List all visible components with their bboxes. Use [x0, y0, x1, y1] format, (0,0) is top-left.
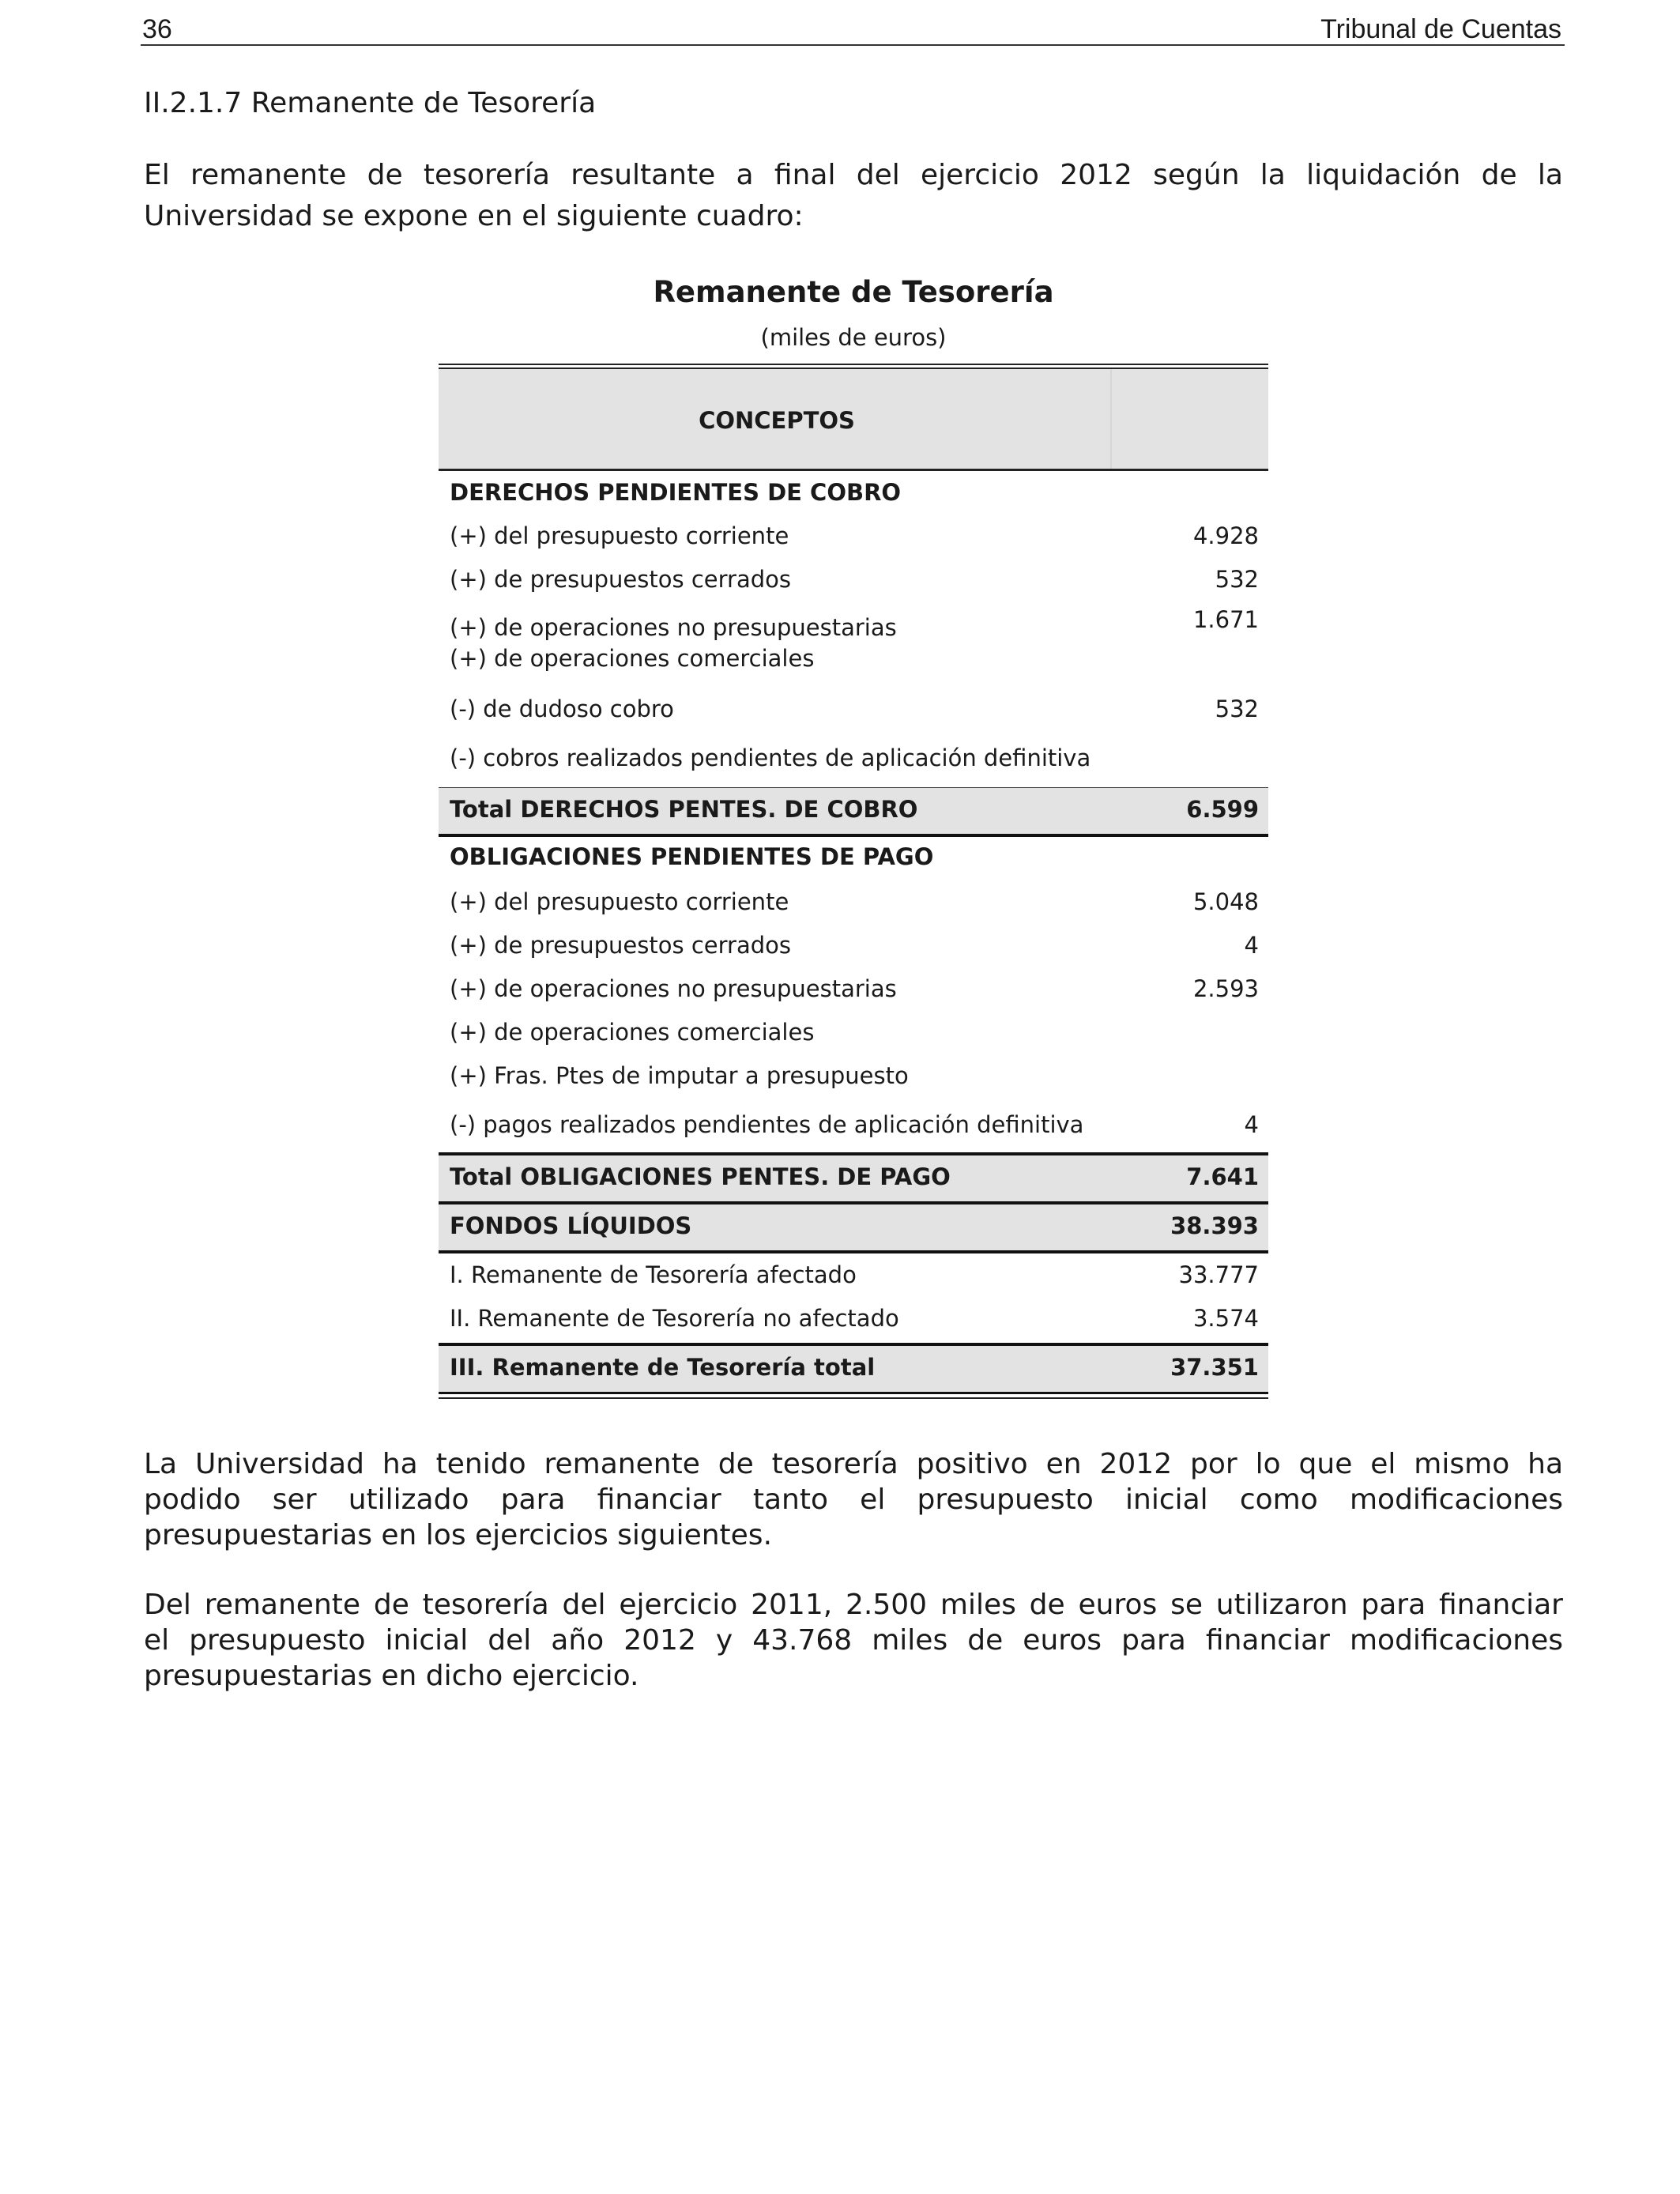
row-concept: (+) Fras. Ptes de imputar a presupuesto	[450, 1062, 909, 1089]
header-divider	[1110, 369, 1112, 469]
total-label: Total DERECHOS PENTES. DE COBRO	[450, 796, 918, 823]
row-value: 532	[1215, 696, 1259, 722]
table-title: Remanente de Tesorería	[653, 275, 1054, 309]
section-heading-row	[439, 471, 1268, 515]
fondos-label: FONDOS LÍQUIDOS	[450, 1212, 692, 1239]
paragraph-line: La Universidad ha tenido remanente de tesorería positivo en 2012 por lo que el mismo ha	[144, 1448, 1563, 1480]
table-bottom-rule	[439, 1397, 1268, 1399]
table-row	[439, 737, 1268, 787]
row-concept: (+) de operaciones no presupuestarias	[450, 975, 897, 1002]
column-header-conceptos: CONCEPTOS	[699, 407, 855, 434]
total-value: 6.599	[1186, 796, 1259, 823]
row-concept: (-) pagos realizados pendientes de aplicación definitiva	[450, 1111, 1084, 1138]
paragraph-line: presupuestarias en los ejercicios siguientes.	[144, 1519, 773, 1551]
table-header	[439, 369, 1268, 471]
row-value: 4.928	[1192, 522, 1259, 549]
table-row	[439, 880, 1268, 924]
page-number: 36	[142, 14, 172, 44]
total-row	[439, 1155, 1268, 1201]
row-concept: (-) cobros realizados pendientes de aplicación definitiva	[450, 745, 1091, 771]
paragraph-line: podido ser utilizado para financiar tanto el presupuesto inicial como modificaciones	[144, 1483, 1563, 1516]
table-row	[439, 1054, 1268, 1103]
table-bottom-rule	[439, 1392, 1268, 1394]
conclusion-paragraph-2	[144, 1587, 1563, 1694]
table-row	[439, 515, 1268, 558]
table-row	[439, 688, 1268, 737]
header-organization: Tribunal de Cuentas	[1320, 14, 1561, 44]
row-value: 532	[1215, 566, 1259, 593]
section-heading-row	[439, 837, 1268, 880]
total-value: 7.641	[1186, 1163, 1259, 1190]
row-value: 4	[1244, 932, 1259, 959]
paragraph-line: presupuestarias en dicho ejercicio.	[144, 1660, 639, 1692]
table-row	[439, 645, 1268, 688]
grand-total-label: III. Remanente de Tesorería total	[450, 1354, 876, 1381]
intro-paragraph	[144, 155, 1563, 237]
row-value: 33.777	[1178, 1261, 1259, 1288]
row-value: 1.671	[1192, 606, 1259, 633]
table-row	[439, 601, 1268, 645]
row-concept: (+) de operaciones comerciales	[450, 1019, 815, 1046]
page-header	[141, 8, 1565, 46]
row-concept: (+) del presupuesto corriente	[450, 888, 789, 915]
fondos-row	[439, 1204, 1268, 1250]
table-row	[439, 924, 1268, 967]
paragraph-line: Del remanente de tesorería del ejercicio 2011, 2.500 miles de euros se utilizaron para financiar	[144, 1589, 1563, 1621]
section-title: II.2.1.7 Remanente de Tesorería	[144, 87, 597, 119]
table-top-rule	[439, 364, 1268, 365]
intro-line: Universidad se expone en el siguiente cuadro:	[144, 200, 804, 232]
table-row	[439, 1011, 1268, 1054]
table-subtitle: (miles de euros)	[760, 324, 947, 351]
grand-total-row	[439, 1346, 1268, 1392]
total-row	[439, 788, 1268, 834]
intro-line: El remanente de tesorería resultante a final del ejercicio 2012 según la liquidación de la	[144, 159, 1563, 191]
row-concept: (+) de operaciones comerciales	[450, 645, 815, 672]
row-value: 2.593	[1192, 975, 1259, 1002]
conclusion-paragraph-1	[144, 1446, 1563, 1553]
total-label: Total OBLIGACIONES PENTES. DE PAGO	[450, 1163, 951, 1190]
row-concept: (+) del presupuesto corriente	[450, 522, 789, 549]
obligaciones-heading: OBLIGACIONES PENDIENTES DE PAGO	[450, 843, 934, 870]
row-concept: I. Remanente de Tesorería afectado	[450, 1261, 857, 1288]
row-value: 3.574	[1192, 1305, 1259, 1332]
remanente-table	[439, 364, 1268, 1399]
row-concept: II. Remanente de Tesorería no afectado	[450, 1305, 899, 1332]
table-row	[439, 1253, 1268, 1297]
row-value: 5.048	[1192, 888, 1259, 915]
table-row	[439, 1297, 1268, 1343]
row-value: 4	[1244, 1111, 1259, 1138]
table-row	[439, 967, 1268, 1011]
paragraph-line: el presupuesto inicial del año 2012 y 43.768 miles de euros para financiar modificaciones	[144, 1624, 1563, 1657]
row-concept: (-) de dudoso cobro	[450, 696, 674, 722]
derechos-heading: DERECHOS PENDIENTES DE COBRO	[450, 479, 902, 506]
row-concept: (+) de operaciones no presupuestarias	[450, 614, 897, 641]
grand-total-value: 37.351	[1170, 1354, 1259, 1381]
row-concept: (+) de presupuestos cerrados	[450, 932, 791, 959]
fondos-value: 38.393	[1170, 1212, 1259, 1239]
row-concept: (+) de presupuestos cerrados	[450, 566, 791, 593]
table-row	[439, 558, 1268, 601]
table-row	[439, 1103, 1268, 1152]
